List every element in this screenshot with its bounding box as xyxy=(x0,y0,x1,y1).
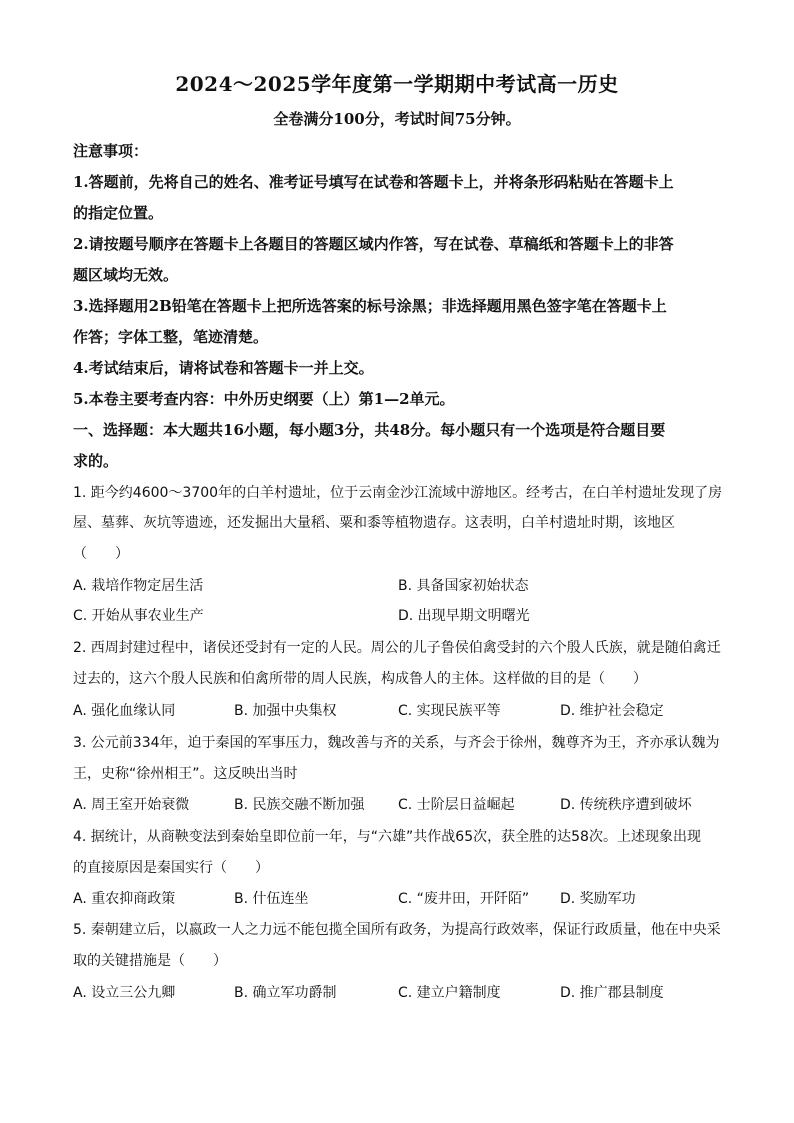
section-heading: 一、选择题：本大题共16小题，每小题3分，共48分。每小题只有一个选项是符合题目要 xyxy=(73,421,666,439)
question-5-option-d: D. 推广郡县制度 xyxy=(560,985,664,1001)
notes-line: 的指定位置。 xyxy=(73,204,164,222)
question-2-option-a: A. 强化血缘认同 xyxy=(73,703,176,719)
question-1-text: 屋、墓葬、灰坑等遗迹，还发掘出大量稻、粟和黍等植物遗存。这表明，白羊村遗址时期，该地区 xyxy=(73,515,675,531)
question-4-option-a: A. 重农抑商政策 xyxy=(73,891,176,907)
question-3-option-c: C. 士阶层日益崛起 xyxy=(398,797,515,813)
question-1-option-a: A. 栽培作物定居生活 xyxy=(73,578,204,594)
question-1-text: 1. 距今约4600～3700年的白羊村遗址，位于云南金沙江流域中游地区。经考古，在白羊村遗址发现了房 xyxy=(73,485,723,501)
notes-line: 4.考试结束后，请将试卷和答题卡一并上交。 xyxy=(73,359,374,377)
question-3-text: 王，史称“徐州相王”。这反映出当时 xyxy=(73,766,298,782)
question-4-text: 4. 据统计，从商鞅变法到秦始皇即位前一年，与“六雄”共作战65次，获全胜的达58次。上述现象出现 xyxy=(73,829,701,845)
question-3-option-d: D. 传统秩序遭到破坏 xyxy=(560,797,692,813)
question-2-text: 过去的，这六个殷人民族和伯禽所带的周人民族，构成鲁人的主体。这样做的目的是（ ） xyxy=(73,671,647,687)
question-4-text: 的直接原因是秦国实行（ ） xyxy=(73,860,269,876)
question-4-option-b: B. 什伍连坐 xyxy=(234,891,309,907)
question-3-option-b: B. 民族交融不断加强 xyxy=(234,797,365,813)
question-1-option-b: B. 具备国家初始状态 xyxy=(398,578,529,594)
question-3-option-a: A. 周王室开始衰微 xyxy=(73,797,190,813)
notes-line: 3.选择题用2B铅笔在答题卡上把所选答案的标号涂黑；非选择题用黑色签字笔在答题卡上 xyxy=(73,297,667,315)
question-2-option-b: B. 加强中央集权 xyxy=(234,703,337,719)
exam-title: 2024～2025学年度第一学期期中考试高一历史 xyxy=(175,72,619,96)
question-2-text: 2. 西周封建过程中，诸侯还受封有一定的人民。周公的儿子鲁侯伯禽受封的六个殷人氏族，就是随伯禽迁 xyxy=(73,640,721,656)
question-5-option-c: C. 建立户籍制度 xyxy=(398,985,501,1001)
notes-line: 1.答题前，先将自己的姓名、准考证号填写在试卷和答题卡上，并将条形码粘贴在答题卡上 xyxy=(73,173,674,191)
question-2-option-d: D. 维护社会稳定 xyxy=(560,703,664,719)
question-5-option-a: A. 设立三公九卿 xyxy=(73,985,176,1001)
section-heading: 求的。 xyxy=(73,452,119,470)
notes-line: 2.请按题号顺序在答题卡上各题目的答题区域内作答，写在试卷、草稿纸和答题卡上的非答 xyxy=(73,235,674,253)
notes-line: 题区域均无效。 xyxy=(73,266,179,284)
question-4-option-c: C. “废井田，开阡陌” xyxy=(398,891,530,907)
notes-line: 作答；字体工整，笔迹清楚。 xyxy=(73,328,269,346)
question-5-text: 5. 秦朝建立后，以嬴政一人之力远不能包揽全国所有政务，为提高行政效率，保证行政质量，他在中央采 xyxy=(73,922,721,938)
question-1-text: （ ） xyxy=(73,546,129,562)
question-2-option-c: C. 实现民族平等 xyxy=(398,703,501,719)
question-5-option-b: B. 确立军功爵制 xyxy=(234,985,337,1001)
exam-subtitle: 全卷满分100分，考试时间75分钟。 xyxy=(273,110,521,128)
question-5-text: 取的关键措施是（ ） xyxy=(73,953,227,969)
notes-heading: 注意事项： xyxy=(73,142,149,160)
question-1-option-c: C. 开始从事农业生产 xyxy=(73,608,204,624)
question-3-text: 3. 公元前334年，迫于秦国的军事压力，魏改善与齐的关系，与齐会于徐州，魏尊齐为王，齐亦承认魏为 xyxy=(73,735,720,751)
question-1-option-d: D. 出现早期文明曙光 xyxy=(398,608,530,624)
notes-line: 5.本卷主要考查内容：中外历史纲要（上）第1—2单元。 xyxy=(73,390,455,408)
question-4-option-d: D. 奖励军功 xyxy=(560,891,636,907)
